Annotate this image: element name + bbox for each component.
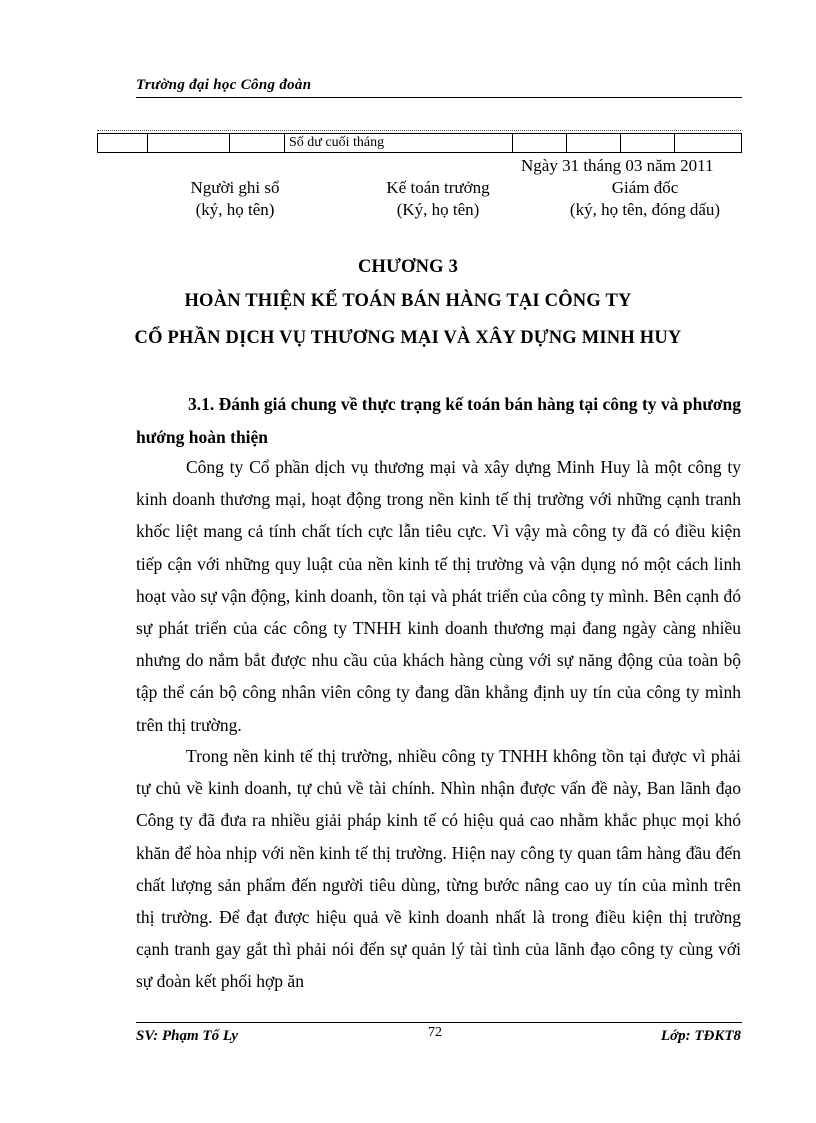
ledger-row-label: Số dư cuối tháng	[285, 134, 513, 153]
body-paragraph: Trong nền kinh tế thị trường, nhiều công ty TNHH không tồn tại được vì phải tự chủ về kinh doanh, tự chủ về tài chính. Nhìn nhận được vấn đề này, Ban lãnh đạo Công ty đã đưa ra nhiều giải pháp kinh tế có hiệu quả cao nhằm khắc phục mọi khó khăn để hòa nhịp với nền kinh tế thị trường. Hiện nay công ty quan tâm hàng đầu đến chất lượng sản phẩm đến người tiêu dùng, từng bước nâng cao uy tín của mình trên thị trường. Để đạt được hiệu quả về kinh doanh nhất là trong điều kiện thị trường cạnh tranh gay gắt thì phải nói đến sự quản lý tài tình của lãnh đạo công ty cùng với sự đoàn kết phối hợp ăn	[136, 746, 741, 992]
table-cell	[513, 134, 567, 153]
signature-block-recorder	[160, 177, 310, 221]
page-number: 72	[428, 1025, 442, 1040]
chapter-number: CHƯƠNG 3	[357, 257, 459, 277]
signature-role: Giám đốc	[611, 178, 679, 197]
signature-block-chief-accountant	[358, 177, 518, 221]
chapter-title-line-2: CỔ PHẦN DỊCH VỤ THƯƠNG MẠI VÀ XÂY DỰNG MINH HUY	[134, 328, 682, 348]
ledger-table	[97, 133, 742, 153]
footer-divider	[136, 1022, 742, 1023]
signature-note: (Ký, họ tên)	[396, 200, 480, 219]
chapter-title-line-1: HOÀN THIỆN KẾ TOÁN BÁN HÀNG TẠI CÔNG TY	[184, 291, 632, 311]
table-cell	[621, 134, 675, 153]
body-paragraph: Công ty Cổ phần dịch vụ thương mại và xây dựng Minh Huy là một công ty kinh doanh thương mại, hoạt động trong nền kinh tế thị trường với những cạnh tranh khốc liệt mang cả tính chất tích cực lẫn tiêu cực. Vì vậy mà công ty đã có điều kiện tiếp cận với những quy luật của nền kinh tế thị trường và vận dụng nó một cách linh hoạt vào sự vận động, kinh doanh, tồn tại và phát triển của công ty mình. Bên cạnh đó sự phát triển của các công ty TNHH kinh doanh thương mại đang ngày càng nhiều nhưng do nắm bắt được nhu cầu của khách hàng cùng với sự năng động của toàn bộ tập thể cán bộ công nhân viên công ty đang dần khẳng định uy tín của công ty mình trên thị trường.	[136, 457, 741, 735]
signature-note: (ký, họ tên)	[195, 200, 275, 219]
signature-note: (ký, họ tên, đóng dấu)	[569, 200, 721, 219]
signature-block-director	[540, 177, 750, 221]
footer-class: Lớp: TĐKT8	[660, 1028, 741, 1044]
table-row	[98, 134, 742, 153]
table-cell	[675, 134, 742, 153]
signature-date: Ngày 31 tháng 03 năm 2011	[521, 156, 714, 175]
table-cell	[98, 134, 148, 153]
header-divider	[136, 97, 742, 98]
signature-role: Người ghi sổ	[190, 178, 280, 197]
section-heading: 3.1. Đánh giá chung về thực trạng kế toán bán hàng tại công ty và phương hướng hoàn thiện	[136, 394, 741, 447]
running-header: Trường đại học Công đoàn	[136, 77, 312, 93]
signature-role: Kế toán trưởng	[386, 178, 490, 197]
footer-student: SV: Phạm Tố Ly	[136, 1028, 239, 1044]
ledger-top-border	[97, 130, 741, 131]
table-cell	[567, 134, 621, 153]
table-cell	[148, 134, 230, 153]
table-cell	[230, 134, 285, 153]
